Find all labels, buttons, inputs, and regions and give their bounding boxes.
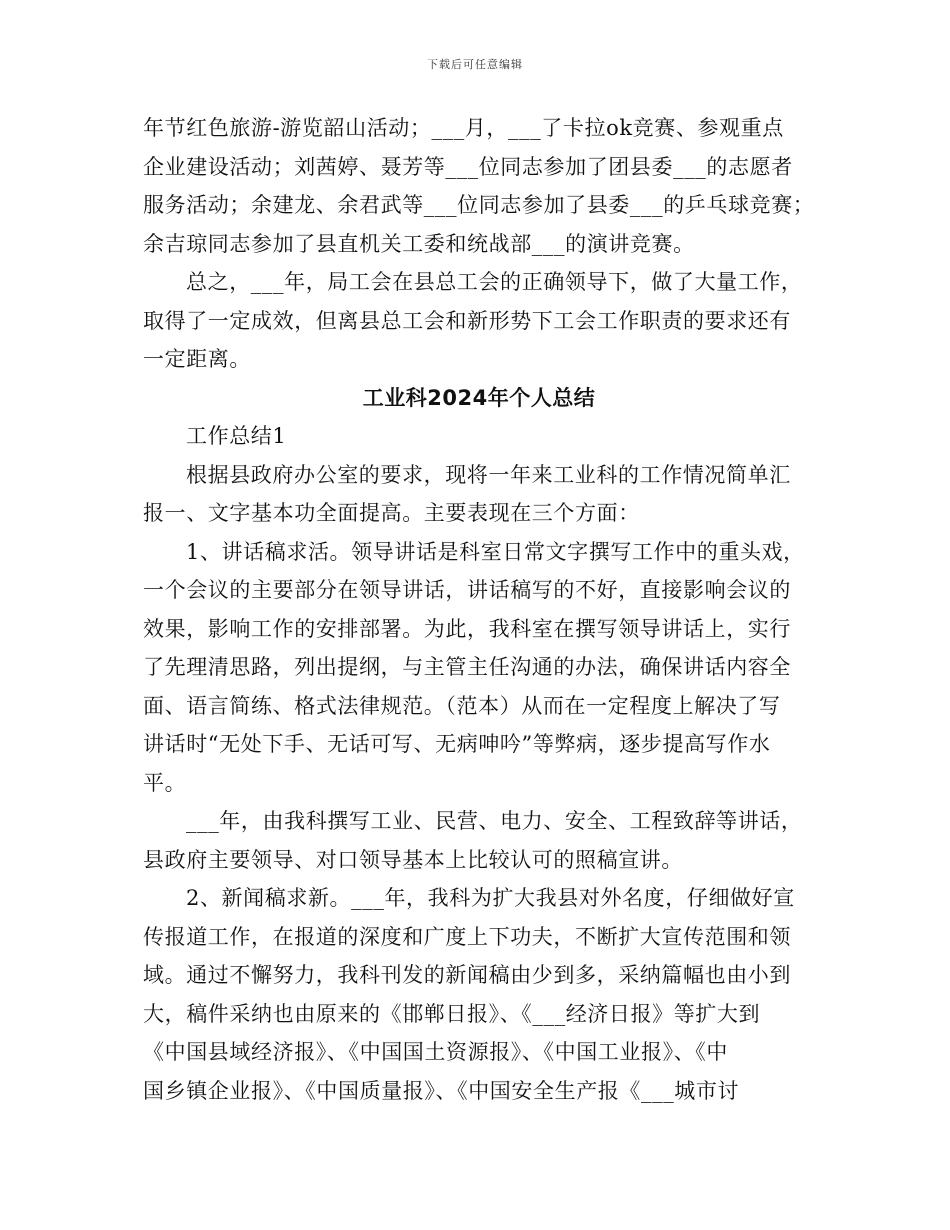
text-line: 国乡镇企业报》、《中国质量报》、《中国安全生产报《___城市讨 xyxy=(143,1078,740,1103)
text-line: 2、新闻稿求新。___年，我科为扩大我县对外名度，仔细做好宣 xyxy=(186,886,795,910)
text-line: 面、语言简练、格式法律规范。（范本）从而在一定程度上解决了写 xyxy=(143,693,781,718)
text-line: 县政府主要领导、对口领导基本上比较认可的照稿宣讲。 xyxy=(143,847,683,872)
section-title: 工业科2024年个人总结 xyxy=(362,385,596,410)
text-line: 平。 xyxy=(143,770,187,795)
text-line: 总之，___年，局工会在县总工会的正确领导下，做了大量工作， xyxy=(186,270,803,294)
text-line: 讲话时“无处下手、无话可写、无病呻吟”等弊病，逐步提高写作水 xyxy=(143,732,771,756)
text-line: 取得了一定成效，但离县总工会和新形势下工会工作职责的要求还有 xyxy=(143,308,791,333)
text-line: 效果，影响工作的安排部署。为此，我科室在撰写领导讲话上，实行 xyxy=(143,616,791,641)
text-line: 企业建设活动；刘茜婷、聂芳等___位同志参加了团县委___的志愿者 xyxy=(143,154,793,179)
text-line: 一定距离。 xyxy=(143,347,251,371)
text-line: 报一、文字基本功全面提高。主要表现在三个方面： xyxy=(143,501,640,525)
text-line: 年节红色旅游-游览韶山活动；___月，___了卡拉ok竞赛、参观重点 xyxy=(143,116,784,140)
paragraph-4 xyxy=(143,533,815,803)
text-line: 1、讲话稿求活。领导讲话是科室日常文字撰写工作中的重头戏， xyxy=(186,539,805,564)
paragraph-5 xyxy=(143,802,815,879)
text-line: 根据县政府办公室的要求，现将一年来工业科的工作情况简单汇 xyxy=(186,462,791,487)
paragraph-1 xyxy=(143,109,815,263)
paragraph-6 xyxy=(143,879,815,1110)
text-line: 一个会议的主要部分在领导讲话，讲话稿写的不好，直接影响会议的 xyxy=(143,578,791,602)
page-header: 下载后可任意编辑 xyxy=(427,58,523,71)
text-line: 了先理清思路，列出提纲，与主管主任沟通的办法，确保讲话内容全 xyxy=(143,655,791,679)
text-line: 服务活动；余建龙、余君武等___位同志参加了县委___的乒乓球竞赛； xyxy=(143,193,815,217)
section-subtitle: 工作总结1 xyxy=(186,424,287,448)
text-line: 《中国县域经济报》、《中国国土资源报》、《中国工业报》、《中 xyxy=(143,1040,728,1064)
paragraph-3 xyxy=(143,456,815,533)
text-line: 大，稿件采纳也由原来的《邯郸日报》、《___经济日报》等扩大到 xyxy=(143,1001,761,1026)
paragraph-2 xyxy=(143,263,815,379)
text-line: ___年，由我科撰写工业、民营、电力、安全、工程致辞等讲话， xyxy=(186,809,803,833)
text-line: 余吉琼同志参加了县直机关工委和统战部___的演讲竞赛。 xyxy=(143,231,695,256)
document-body xyxy=(143,109,815,1110)
text-line: 传报道工作，在报道的深度和广度上下功夫，不断扩大宣传范围和领 xyxy=(143,924,791,949)
text-line: 域。通过不懈努力，我科刊发的新闻稿由少到多，采纳篇幅也由小到 xyxy=(143,963,791,987)
